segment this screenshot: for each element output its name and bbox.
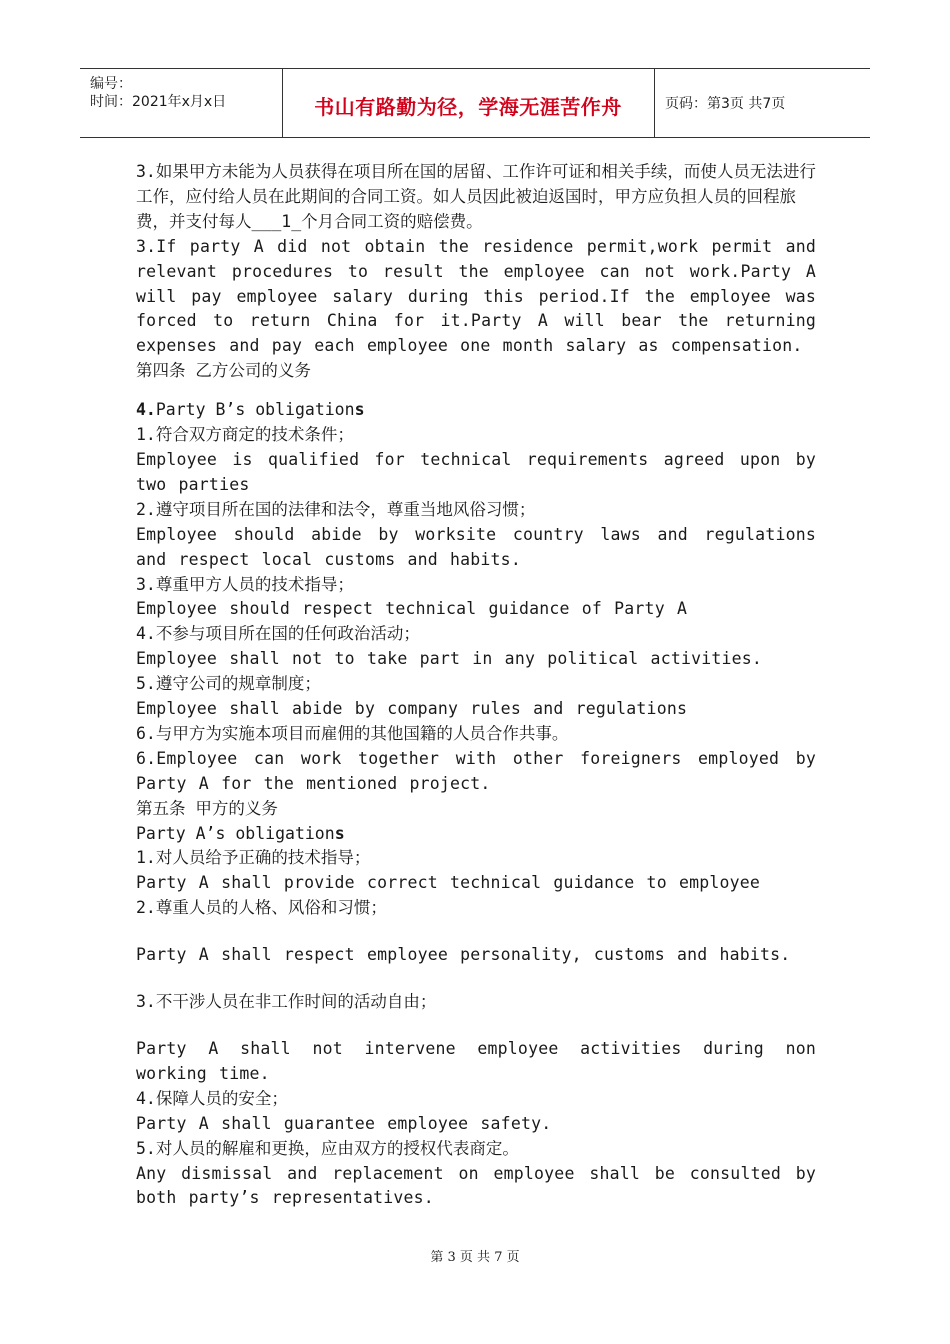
- document-date: 时间：2021年x月x日: [90, 94, 227, 110]
- b-item-5-cn: 5.遵守公司的规章制度；: [136, 674, 321, 694]
- a-item-3-en: Party A shall not intervene employee activities during non working time.: [136, 1039, 816, 1083]
- a-item-4-en: Party A shall guarantee employee safety.: [136, 1113, 552, 1133]
- header-page-cell: [655, 69, 870, 137]
- b-item-3-cn: 3.尊重甲方人员的技术指导；: [136, 574, 354, 594]
- b-item-4-cn: 4.不参与项目所在国的任何政治活动；: [136, 624, 420, 644]
- article-4-number: 4.: [136, 400, 156, 420]
- article-5-heading-cn: 第五条 甲方的义务: [136, 798, 278, 818]
- b-item-6-cn: 6.与甲方为实施本项目而雇佣的其他国籍的人员合作共事。: [136, 723, 569, 743]
- page-header: [80, 68, 870, 138]
- a-item-5-cn: 5.对人员的解雇和更换，应由双方的授权代表商定。: [136, 1138, 519, 1158]
- a-item-3-cn: 3.不干涉人员在非工作时间的活动自由；: [136, 992, 437, 1012]
- article-5-heading-en: [136, 822, 816, 847]
- a-item-1-en: Party A shall provide correct technical guidance to employee: [136, 873, 761, 893]
- clause-3-cn: 3.如果甲方未能为人员获得在项目所在国的居留、工作许可证和相关手续，而使人员无法进行工作，应付给人员在此期间的合同工资。如人员因此被迫返国时，甲方应负担人员的回程旅费，并支付每人___1_个月合同工资的赔偿费。: [136, 162, 816, 231]
- b-item-4-en: Employee shall not to take part in any political activities.: [136, 649, 763, 669]
- b-item-6-en: 6.Employee can work together with other foreigners employed by Party A for the mentioned project.: [136, 748, 816, 793]
- a-item-4-cn: 4.保障人员的安全；: [136, 1088, 288, 1108]
- a-item-2-cn: 2.尊重人员的人格、风俗和习惯；: [136, 898, 387, 918]
- header-motto-cell: [282, 69, 655, 137]
- clause-3-en: 3.If party A did not obtain the residence permit,work permit and relevant procedures to result the employee can not work.Party A will pay employee salary during this period.If the employee was forced to return China for it.Party A will bear the returning expenses and pay each employee one month salary as compensation.: [136, 236, 816, 356]
- article-5-title-en: Party A’s obligation: [136, 823, 335, 843]
- header-page-info: 页码：第3页 共7页: [665, 96, 786, 112]
- article-4-heading-cn: 第四条 乙方公司的义务: [136, 361, 311, 381]
- article-4-title-en: Party B’s obligation: [155, 400, 355, 420]
- document-body: [136, 160, 816, 1211]
- b-item-5-en: Employee shall abide by company rules and regulations: [136, 699, 688, 719]
- a-item-1-cn: 1.对人员给予正确的技术指导；: [136, 848, 371, 868]
- header-motto: 书山有路勤为径，学海无涯苦作舟: [314, 95, 622, 119]
- document-number-label: 编号：: [90, 76, 132, 92]
- article-5-title-suffix: s: [334, 823, 345, 843]
- header-meta-cell: [80, 69, 283, 137]
- b-item-2-en: Employee should abide by worksite country laws and regulations and respect local customs and habits.: [136, 524, 816, 569]
- article-4-title-suffix: s: [354, 400, 365, 420]
- a-item-2-en: Party A shall respect employee personality, customs and habits.: [136, 945, 791, 965]
- b-item-3-en: Employee should respect technical guidance of Party A: [136, 599, 688, 619]
- page-footer: 第 3 页 共 7 页: [430, 1250, 520, 1265]
- b-item-1-en: Employee is qualified for technical requirements agreed upon by two parties: [136, 449, 816, 494]
- b-item-2-cn: 2.遵守项目所在国的法律和法令，尊重当地风俗习惯；: [136, 499, 536, 519]
- a-item-5-en: Any dismissal and replacement on employee shall be consulted by both party’s representatives.: [136, 1163, 816, 1208]
- article-4-heading-en: [136, 398, 816, 423]
- b-item-1-cn: 1.符合双方商定的技术条件；: [136, 425, 354, 445]
